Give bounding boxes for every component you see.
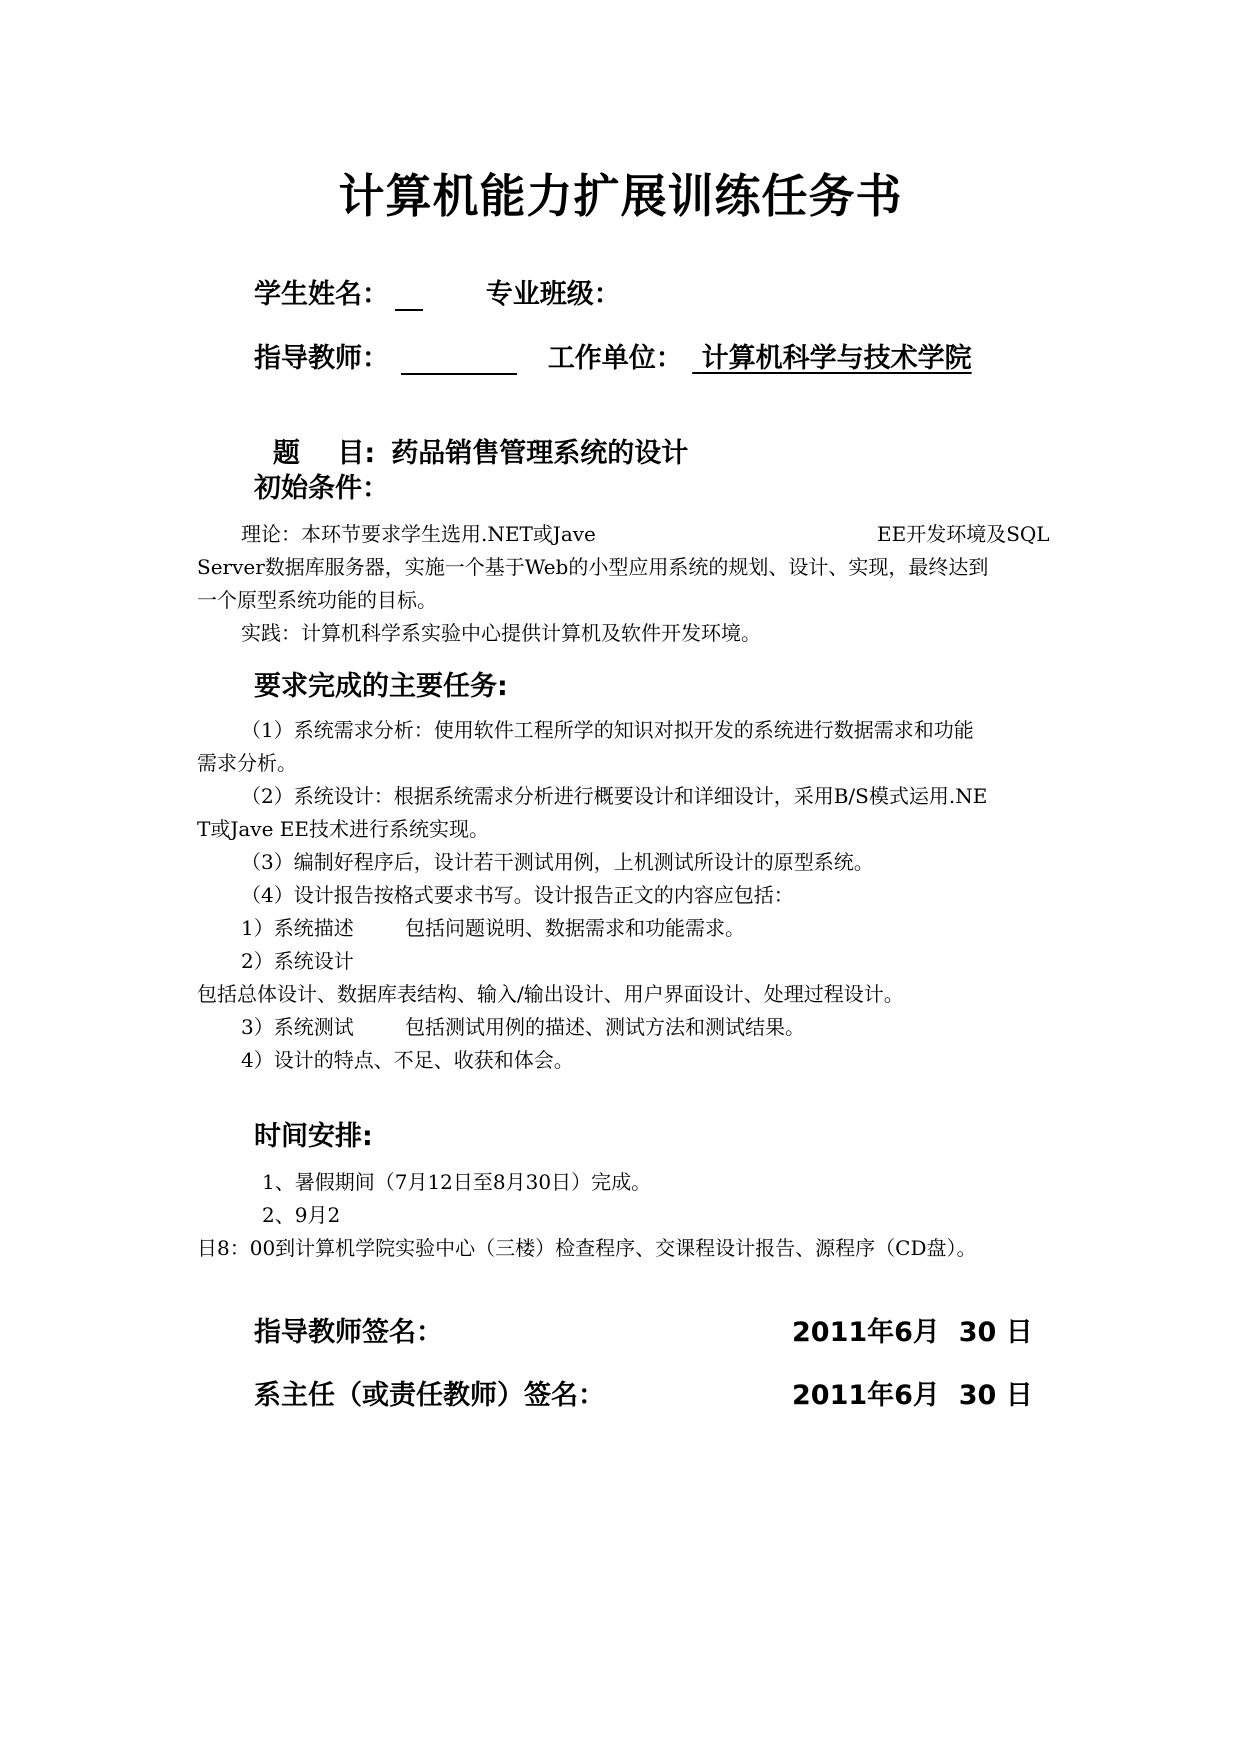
student-name-label: 学生姓名：: [254, 279, 389, 310]
initial-conditions-heading: 初始条件：: [254, 473, 389, 504]
task2-line2: T或Jave EE技术进行系统实现。: [197, 817, 489, 841]
sub2-label: 2）系统设计: [241, 949, 354, 973]
topic-row: [254, 400, 688, 470]
sub3-label: 3）系统测试: [241, 1015, 354, 1039]
schedule-heading: 时间安排:: [254, 1121, 373, 1152]
task2-line1: （2）系统设计：根据系统需求分析进行概要设计和详细设计，采用B/S模式运用.NE: [241, 784, 988, 808]
task1-line2: 需求分析。: [197, 751, 297, 775]
main-tasks-heading: 要求完成的主要任务:: [254, 671, 508, 702]
advisor-signature-label: 指导教师签名：: [254, 1317, 443, 1348]
sub1-text: 包括问题说明、数据需求和功能需求。: [405, 916, 745, 940]
advisor-row: [254, 336, 972, 375]
advisor-signature-date: 2011年6月 30 日: [792, 1317, 1033, 1348]
director-signature-date: 2011年6月 30 日: [792, 1380, 1033, 1411]
topic-value: 药品销售管理系统的设计: [391, 438, 689, 469]
topic-label: 题 目:: [272, 438, 376, 469]
schedule-item1: 1、暑假期间（7月12日至8月30日）完成。: [262, 1170, 652, 1194]
schedule-item2-line2: 日8：00到计算机学院实验中心（三楼）检查程序、交课程设计报告、源程序（CD盘）。: [197, 1236, 977, 1260]
document-title: 计算机能力扩展训练任务书: [338, 169, 903, 223]
schedule-item2-line1: 2、9月2: [262, 1203, 341, 1227]
task1-line1: （1）系统需求分析：使用软件工程所学的知识对拟开发的系统进行数据需求和功能: [241, 718, 974, 742]
theory-line3: 一个原型系统功能的目标。: [197, 588, 437, 612]
sub3-text: 包括测试用例的描述、测试方法和测试结果。: [405, 1015, 805, 1039]
sub1-label: 1）系统描述: [241, 916, 354, 940]
major-class-label: 专业班级：: [485, 279, 621, 310]
theory-part2: EE开发环境及SQL: [877, 522, 1050, 546]
work-unit-value: 计算机科学与技术学院: [701, 343, 972, 374]
advisor-label: 指导教师：: [254, 343, 389, 374]
sub4-line: 4）设计的特点、不足、收获和体会。: [241, 1048, 574, 1072]
student-name-row: [254, 272, 621, 311]
task4-line: （4）设计报告按格式要求书写。设计报告正文的内容应包括：: [241, 883, 794, 907]
theory-line2: Server数据库服务器，实施一个基于Web的小型应用系统的规划、设计、实现，最终达到: [197, 555, 989, 579]
advisor-blank: [401, 345, 517, 375]
theory-part1: 理论：本环节要求学生选用.NET或Jave: [241, 522, 596, 546]
sub2-text: 包括总体设计、数据库表结构、输入/输出设计、用户界面设计、处理过程设计。: [197, 982, 904, 1006]
director-signature-label: 系主任（或责任教师）签名：: [254, 1380, 605, 1411]
practice-line: 实践：计算机科学系实验中心提供计算机及软件开发环境。: [241, 621, 761, 645]
student-name-blank: [395, 281, 423, 311]
work-unit-label: 工作单位：: [547, 343, 683, 374]
task3-line: （3）编制好程序后，设计若干测试用例，上机测试所设计的原型系统。: [241, 850, 874, 874]
